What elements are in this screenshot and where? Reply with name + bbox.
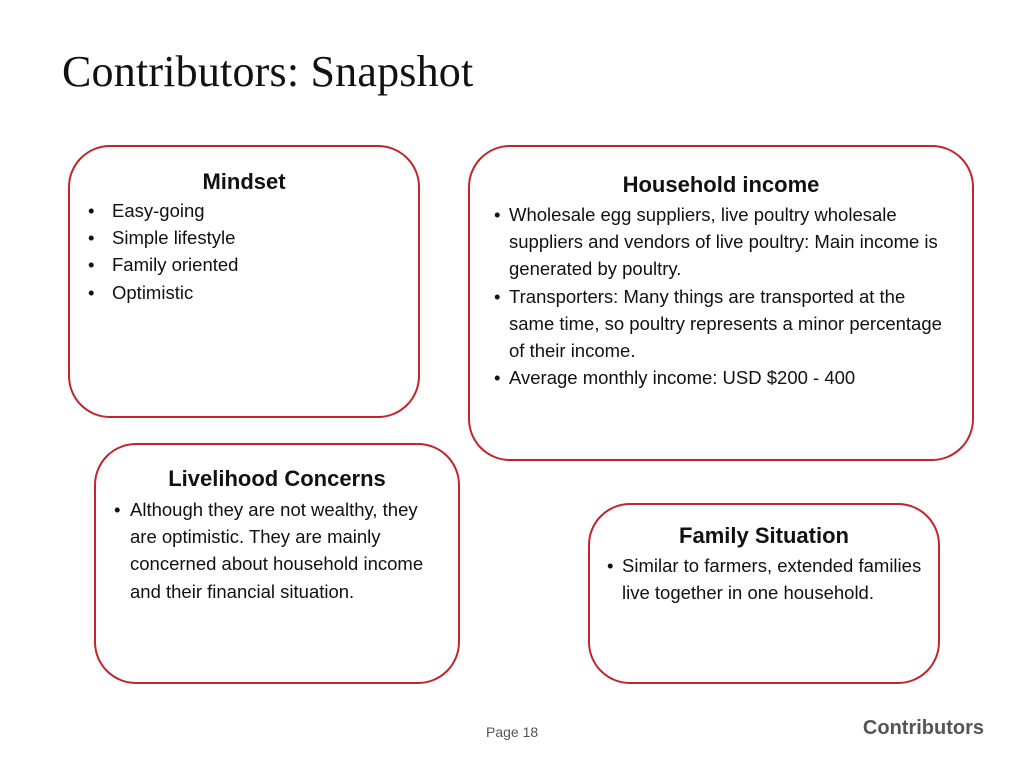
- mindset-list: [88, 197, 418, 306]
- bullet-icon: •: [494, 204, 501, 225]
- list-item-text: Simple lifestyle: [112, 227, 236, 249]
- page-number: Page 18: [486, 724, 539, 740]
- list-item-text: Transporters: Many things are transported at the same time, so poultry represents a minor percentage of their income.: [509, 285, 942, 362]
- family-situation-heading: Family Situation: [679, 523, 849, 548]
- livelihood-concerns-list: [114, 496, 444, 605]
- family-situation-box: [588, 503, 940, 684]
- family-situation-list: [607, 552, 924, 606]
- bullet-icon: •: [494, 367, 501, 389]
- list-item: [494, 201, 952, 283]
- bullet-icon: •: [494, 285, 501, 307]
- list-item: [88, 251, 418, 278]
- list-item-text: Wholesale egg suppliers, live poultry wholesale suppliers and vendors of live poultry: Main income is generated by poultry.: [509, 204, 938, 280]
- mindset-box: [68, 145, 420, 418]
- list-item: [88, 224, 418, 251]
- slide-title: Contributors: Snapshot: [62, 47, 474, 96]
- list-item: [607, 552, 924, 606]
- list-item-text: Similar to farmers, extended families live together in one household.: [622, 555, 922, 604]
- list-item-text: Family oriented: [112, 254, 239, 276]
- footer-label: Contributors: [862, 717, 984, 739]
- list-item: [494, 283, 952, 365]
- bullet-icon: •: [114, 499, 121, 520]
- list-item-text: Although they are not wealthy, they are optimistic. They are mainly concerned about household income and their financial situation.: [130, 499, 424, 602]
- household-income-box: [468, 145, 974, 461]
- household-income-list: [494, 201, 952, 391]
- list-item: [88, 279, 418, 306]
- bullet-icon: •: [88, 254, 95, 276]
- list-item: [114, 496, 444, 605]
- mindset-heading: Mindset: [202, 169, 286, 194]
- list-item-text: Average monthly income: USD $200 - 400: [509, 367, 856, 389]
- bullet-icon: •: [88, 281, 95, 303]
- livelihood-concerns-box: [94, 443, 460, 684]
- list-item-text: Optimistic: [112, 281, 194, 303]
- livelihood-concerns-heading: Livelihood Concerns: [168, 466, 386, 491]
- bullet-icon: •: [607, 555, 614, 576]
- list-item-text: Easy-going: [112, 200, 205, 221]
- bullet-icon: •: [88, 200, 95, 221]
- list-item: [494, 364, 952, 391]
- list-item: [88, 197, 418, 224]
- household-income-heading: Household income: [622, 172, 820, 197]
- bullet-icon: •: [88, 227, 95, 249]
